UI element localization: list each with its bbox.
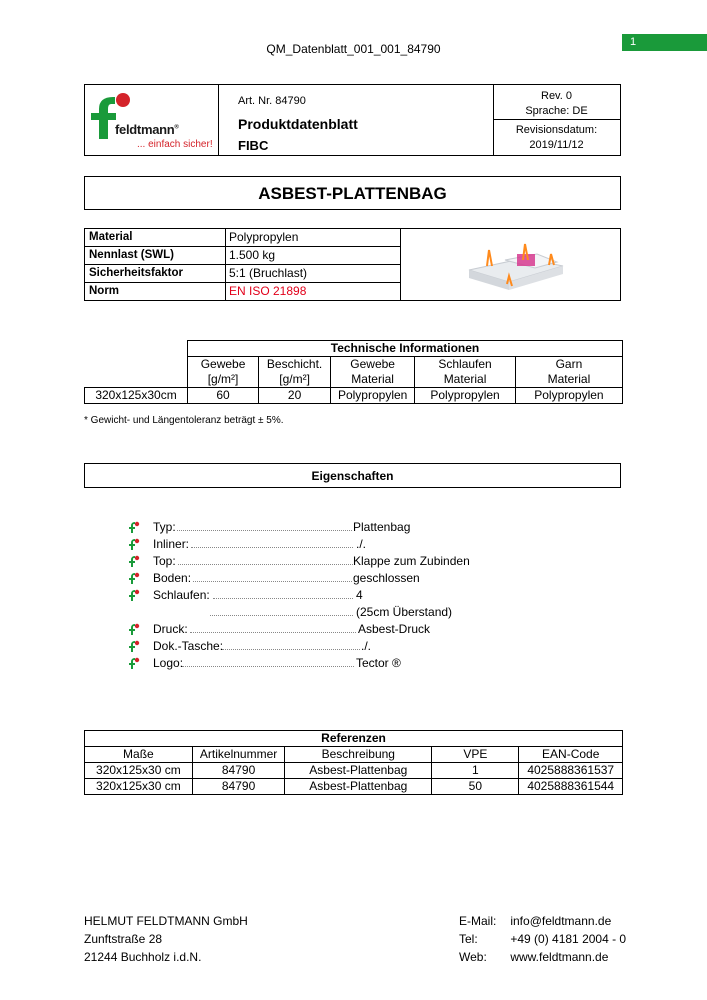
tech-header: Beschicht. [g/m²] [259,357,331,388]
ref-header: Maße [85,747,193,763]
property-key: Inliner: [153,537,190,551]
feldtmann-bullet-icon [128,555,140,570]
property-item [128,537,508,554]
property-key: Schlaufen: [153,588,210,602]
revision-info [493,85,620,120]
column-divider [400,229,401,300]
footer-contact [459,912,626,966]
revision-date-label: Revisionsdatum: [515,124,598,136]
web-link[interactable]: www.feldtmann.de [510,950,609,964]
property-item [128,554,508,571]
property-key: Logo: [153,656,184,670]
property-item [128,639,508,656]
revision-date-box [493,120,620,155]
document-subtype: FIBC [238,138,269,153]
ref-cell: Asbest-Plattenbag [285,763,432,779]
tech-info-table [84,340,623,404]
tech-header: Schlaufen Material [415,357,516,388]
ref-cell: 320x125x30 cm [85,763,193,779]
spec-row [85,283,400,301]
ref-cell: 84790 [192,763,285,779]
property-key: Boden: [153,571,192,585]
tech-cell: Polypropylen [515,388,622,404]
document-header [84,84,621,156]
footer-address [84,912,248,966]
tech-row-label: 320x125x30cm [85,388,188,404]
ref-cell: 4025888361544 [519,779,623,795]
tech-cell: Polypropylen [331,388,415,404]
property-value: Asbest-Druck [358,622,431,636]
property-value: ./. [356,537,367,551]
spec-value-norm: EN ISO 21898 [229,284,307,298]
ref-header: Beschreibung [285,747,432,763]
property-value-extra: (25cm Überstand) [356,605,453,619]
feldtmann-bullet-icon [128,589,140,604]
ref-cell: Asbest-Plattenbag [285,779,432,795]
feldtmann-bullet-icon [128,572,140,587]
feldtmann-bullet-icon [128,657,140,672]
document-type: Produktdatenblatt [238,116,358,132]
table-row [85,779,623,795]
property-key: Typ: [153,520,176,534]
tech-header: Garn Material [515,357,622,388]
property-value: 4 [356,588,363,602]
tech-cell: 20 [259,388,331,404]
spec-table [84,228,621,301]
spec-row [85,265,400,283]
spec-key: Norm [89,285,120,297]
references-table [84,730,623,795]
logo-wordmark: feldtmann® [115,122,179,137]
ref-cell: 84790 [192,779,285,795]
ref-header: EAN-Code [519,747,623,763]
spec-value: 1.500 kg [229,248,276,262]
page-number-badge: 1 [622,34,707,51]
property-item [128,571,508,588]
spec-row [85,247,400,265]
properties-list [128,520,508,673]
spec-key: Material [89,231,133,243]
street: Zunftstraße 28 [84,932,163,946]
tech-header: Gewebe [g/m²] [188,357,259,388]
property-item [128,656,508,673]
property-value: Plattenbag [353,520,411,534]
language: Sprache: DE [525,105,588,117]
web-label: Web: [459,950,487,964]
email-label: E-Mail: [459,914,497,928]
revision-date: 2019/11/12 [529,139,584,151]
product-title: ASBEST-PLATTENBAG [84,176,621,210]
table-row [85,763,623,779]
header-title-cell [218,85,494,155]
article-number: Art. Nr. 84790 [238,95,306,107]
references-title: Referenzen [85,731,623,747]
tel-label: Tel: [459,932,478,946]
document-id: QM_Datenblatt_001_001_84790 [266,42,441,56]
logo-tagline: ... einfach sicher! [137,139,213,150]
property-key: Dok.-Tasche: [153,639,224,653]
property-value: ./. [361,639,372,653]
tolerance-note: * Gewicht- und Längentoleranz beträgt ± 5%. [84,415,284,426]
company-name: HELMUT FELDTMANN GmbH [84,914,248,928]
tech-header: Gewebe Material [331,357,415,388]
ref-header: VPE [432,747,519,763]
spec-value: Polypropylen [229,230,299,244]
feldtmann-bullet-icon [128,521,140,536]
property-item [128,622,508,639]
ref-cell: 320x125x30 cm [85,779,193,795]
feldtmann-bullet-icon [128,623,140,638]
property-item [128,520,508,537]
property-key: Top: [153,554,176,568]
property-key: Druck: [153,622,188,636]
property-value: Tector ® [356,656,401,670]
spec-row [85,229,400,247]
city: 21244 Buchholz i.d.N. [84,950,202,964]
tel-number: +49 (0) 4181 2004 - 0 [510,932,627,946]
property-item [128,588,508,622]
ref-cell: 50 [432,779,519,795]
property-value: geschlossen [353,571,420,585]
ref-cell: 1 [432,763,519,779]
email-link[interactable]: info@feldtmann.de [510,914,612,928]
tech-cell: 60 [188,388,259,404]
tech-title: Technische Informationen [188,341,623,357]
column-divider [225,229,226,300]
bag-product-image [465,232,565,296]
spec-value: 5:1 (Bruchlast) [229,266,308,280]
tech-cell: Polypropylen [415,388,516,404]
logo [85,85,219,155]
property-value: Klappe zum Zubinden [353,554,470,568]
feldtmann-bullet-icon [128,640,140,655]
revision-number: Rev. 0 [541,90,572,102]
revision-cell [493,85,620,155]
spec-key: Nennlast (SWL) [89,249,174,261]
ref-cell: 4025888361537 [519,763,623,779]
ref-header: Artikelnummer [192,747,285,763]
feldtmann-bullet-icon [128,538,140,553]
properties-title: Eigenschaften [84,463,621,488]
spec-key: Sicherheitsfaktor [89,267,183,279]
